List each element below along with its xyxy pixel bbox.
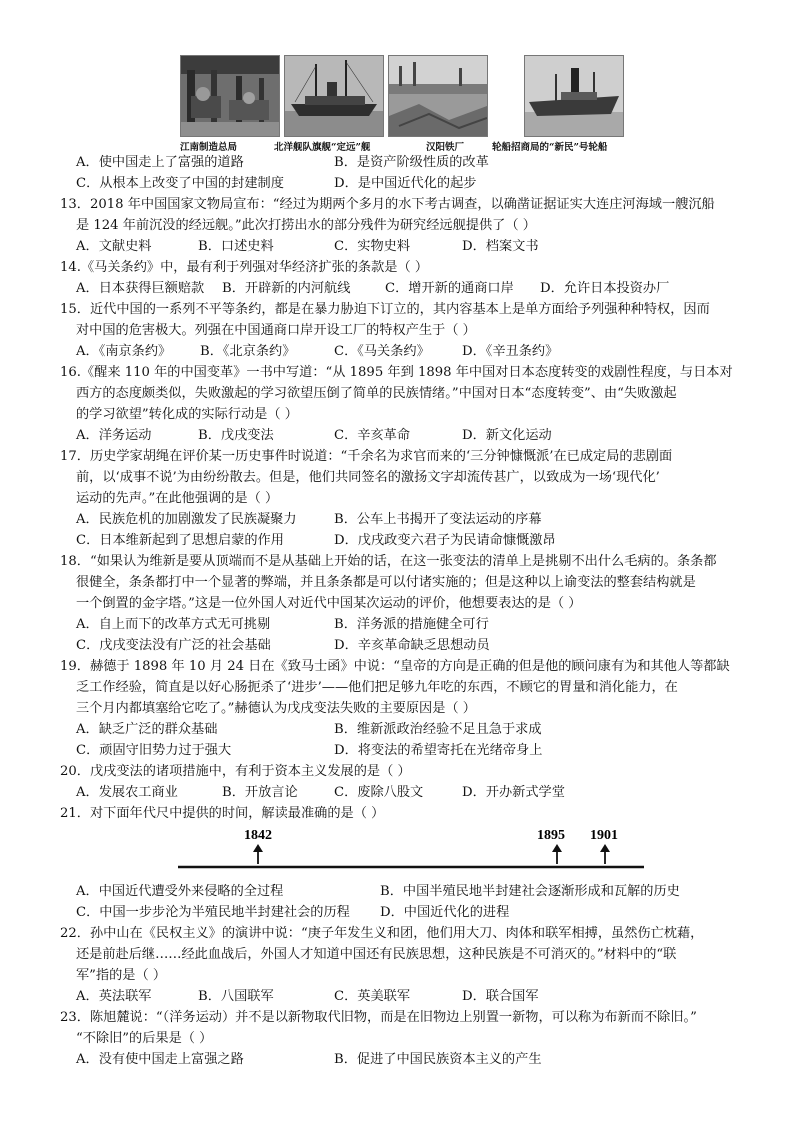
timeline-arrow-1901: [600, 844, 610, 864]
option-b: B．促进了中国民族资本主义的产生: [334, 1052, 542, 1067]
option-a: A．《南京条约》: [76, 344, 172, 359]
question-14-line: 14.《马关条约》中，最有利于列强对华经济扩张的条款是（ ）: [60, 260, 429, 275]
option-a: A．自上而下的改革方式无可挑剔: [76, 617, 271, 632]
option-b: B．公车上书揭开了变法运动的序幕: [334, 512, 542, 527]
option-a: A．文献史料: [76, 239, 152, 254]
option-c: C．日本维新起到了思想启蒙的作用: [76, 533, 284, 548]
option-c: C．顽固守旧势力过于强大: [76, 743, 232, 758]
question-16-line: 西方的态度颇类似，失败激起的学习欲望压倒了简单的民族情绪。”中国对日本“态度转变”、由“失败激起: [76, 386, 677, 401]
option-a: A．英法联军: [76, 989, 152, 1004]
option-d: D．是中国近代化的起步: [334, 176, 477, 191]
option-d: D．开办新式学堂: [462, 785, 565, 800]
question-17-line: 前，以‘成事不说’为由纷纷散去。但是，他们共同签名的激扬文字却流传甚广，以致成为一场‘现代化’: [76, 470, 660, 485]
option-c: C．从根本上改变了中国的封建制度: [76, 176, 284, 191]
timeline-year: 1842: [244, 828, 272, 843]
question-16-line: 的学习欲望”转化成的实际行动是（ ）: [76, 407, 298, 422]
option-c: C．戊戌变法没有广泛的社会基础: [76, 638, 271, 653]
option-d: D．戊戌政变六君子为民请命慷慨激昂: [334, 533, 556, 548]
question-22-line: 22．孙中山在《民权主义》的演讲中说：“庚子年发生义和团，他们用大刀、肉体和联军相搏，虽然伤亡枕藉，: [60, 926, 704, 941]
option-d: D．新文化运动: [462, 428, 552, 443]
option-a: A．民族危机的加剧激发了民族凝聚力: [76, 512, 297, 527]
option-d: D．将变法的希望寄托在光绪帝身上: [334, 743, 543, 758]
option-c: C．中国一步步沦为半殖民地半封建社会的历程: [76, 905, 350, 920]
option-b: B．开辟新的内河航线: [222, 281, 351, 296]
photo-jiangnan-arsenal: [180, 55, 280, 137]
photo-xinmin-steamship: [524, 55, 624, 137]
question-22-line: 还是前赴后继……经此血战后，外国人才知道中国还有民族思想，这种民族是不可消灭的。”材料中的“联: [76, 947, 677, 962]
option-a: A．使中国走上了富强的道路: [76, 155, 244, 170]
photo-caption: 北洋舰队旗舰“定远”舰: [274, 142, 371, 153]
option-c: C．实物史料: [334, 239, 411, 254]
question-23-line: “不除旧”的后果是（ ）: [76, 1031, 213, 1046]
photo-caption: 江南制造总局: [180, 142, 238, 153]
question-13-line: 13．2018 年中国国家文物局宣布：“经过为期两个多月的水下考古调查，以确凿证据证实大连庄河海域一艘沉船: [60, 197, 715, 212]
photo-caption: 轮船招商局的“新民”号轮船: [492, 142, 608, 153]
question-23-line: 23．陈旭麓说：“（洋务运动）并不是以新物取代旧物，而是在旧物边上别置一新物，可以称为布新而不除旧。”: [60, 1010, 697, 1025]
timeline-year: 1901: [590, 828, 618, 843]
question-21-line: 21．对下面年代尺中提供的时间，解读最准确的是（ ）: [60, 806, 385, 821]
option-a: A．缺乏广泛的群众基础: [76, 722, 218, 737]
timeline-ruler: [178, 826, 644, 872]
question-18-line: 很健全，条条都打中一个显著的弊端，并且条条都是可以付诸实施的；但是这种以上谕变法的整套结构就是: [76, 575, 696, 590]
question-22-line: 军”指的是（ ）: [76, 968, 167, 983]
question-18-line: 一个倒置的金字塔。”这是一位外国人对近代中国某次运动的评价，他想要表达的是（ ）: [76, 596, 582, 611]
option-c: C．英美联军: [334, 989, 411, 1004]
option-d: D．联合国军: [462, 989, 539, 1004]
question-20-line: 20．戊戌变法的诸项措施中，有利于资本主义发展的是（ ）: [60, 764, 411, 779]
option-a: A．没有使中国走上富强之路: [76, 1052, 244, 1067]
option-d: D．中国近代化的进程: [380, 905, 510, 920]
question-19-line: 三个月内都填塞给它吃了。”赫德认为戊戌变法失败的主要原因是（ ）: [76, 701, 476, 716]
option-b: B．戊戌变法: [198, 428, 274, 443]
option-c: C．增开新的通商口岸: [385, 281, 514, 296]
question-16-line: 16.《醒来 110 年的中国变革》一书中写道：“从 1895 年到 1898 年中国对日本态度转变的戏剧性程度，与日本对: [60, 365, 733, 380]
photo-strip: [178, 55, 628, 153]
question-18-line: 18．“如果认为维新是要从顶端而不是从基础上开始的话，在这一张变法的清单上是挑剔不出什么毛病的。条条都: [60, 554, 717, 569]
question-19-line: 19．赫德于 1898 年 10 月 24 日在《致马士函》中说：“皇帝的方向是正确的但是他的顾问康有为和其他人等都缺: [60, 659, 730, 674]
option-d: D．《辛丑条约》: [462, 344, 559, 359]
option-b: B．开放言论: [222, 785, 298, 800]
photo-dingyuan-warship: [284, 55, 384, 137]
option-a: A．中国近代遭受外来侵略的全过程: [76, 884, 284, 899]
option-b: B．洋务派的措施健全可行: [334, 617, 489, 632]
option-c: C．废除八股文: [334, 785, 424, 800]
option-b: B．八国联军: [198, 989, 274, 1004]
question-13-line: 是 124 年前沉没的经远舰。”此次打捞出水的部分残件为研究经远舰提供了（ ）: [76, 218, 536, 233]
photo-hanyang-ironworks: [388, 55, 488, 137]
option-b: B．是资产阶级性质的改革: [334, 155, 489, 170]
option-c: C．《马关条约》: [334, 344, 430, 359]
timeline-year: 1895: [537, 828, 565, 843]
question-17-line: 17．历史学家胡绳在评价某一历史事件时说道：“千余名为求官而来的‘三分钟慷慨派’在已成定局的悲剧面: [60, 449, 673, 464]
question-15-line: 15．近代中国的一系列不平等条约，都是在暴力胁迫下订立的，其内容基本上是单方面给予列强种种特权，因而: [60, 302, 710, 317]
option-d: D．档案文书: [462, 239, 539, 254]
option-b: B．《北京条约》: [200, 344, 296, 359]
option-b: B．口述史料: [198, 239, 274, 254]
option-b: B．中国半殖民地半封建社会逐渐形成和瓦解的历史: [380, 884, 680, 899]
option-a: A．洋务运动: [76, 428, 152, 443]
option-d: D．辛亥革命缺乏思想动员: [334, 638, 490, 653]
option-a: A．日本获得巨额赔款: [76, 281, 205, 296]
option-b: B．维新派政治经验不足且急于求成: [334, 722, 542, 737]
timeline-arrow-1895: [552, 844, 562, 864]
question-19-line: 乏工作经验，简直是以好心肠扼杀了‘进步’——他们把足够九年吃的东西，不顾它的胃量和消化能力，在: [76, 680, 678, 695]
option-a: A．发展农工商业: [76, 785, 178, 800]
question-17-line: 运动的先声。”在此他强调的是（ ）: [76, 491, 279, 506]
question-15-line: 对中国的危害极大。列强在中国通商口岸开设工厂的特权产生于（ ）: [76, 323, 476, 338]
photo-caption: 汉阳铁厂: [426, 142, 465, 153]
option-c: C．辛亥革命: [334, 428, 411, 443]
option-d: D．允许日本投资办厂: [540, 281, 670, 296]
timeline-arrow-1842: [253, 844, 263, 864]
